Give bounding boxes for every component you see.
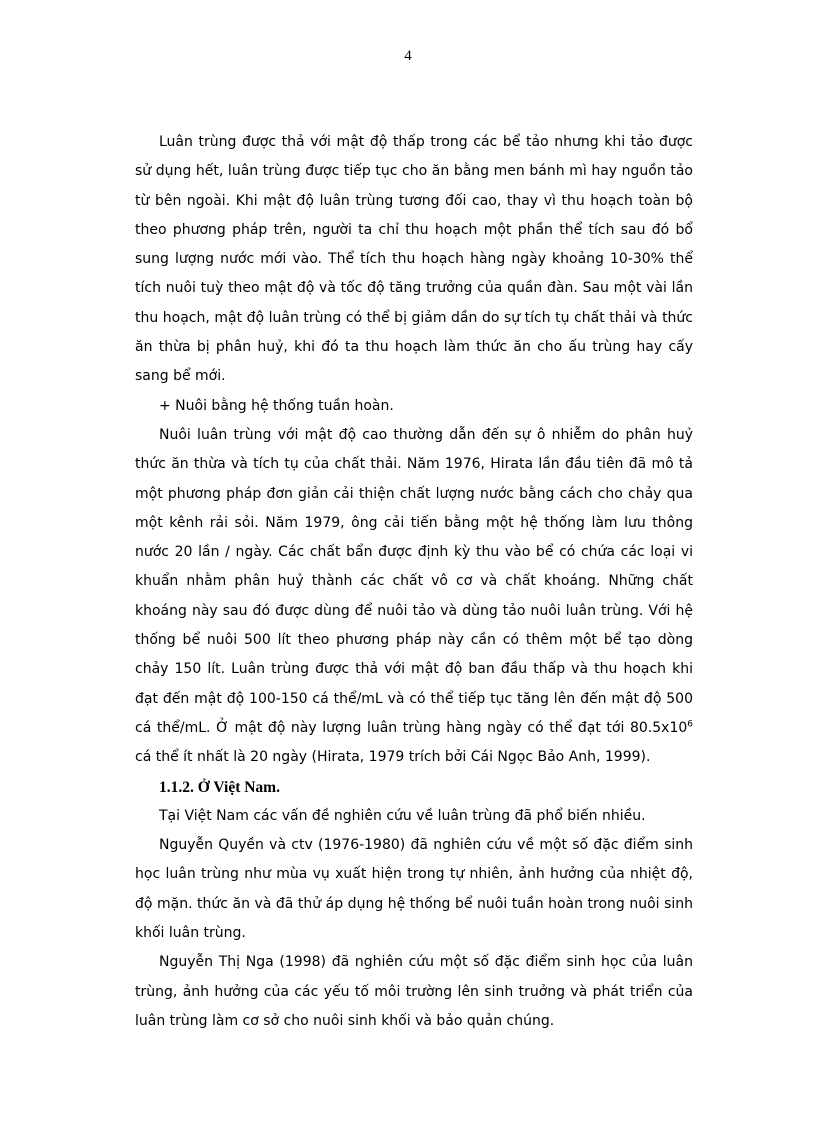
body-text (135, 128, 693, 1036)
paragraph-recirculation-title: + Nuôi bằng hệ thống tuần hoàn. (159, 397, 394, 414)
page-number: 4 (404, 48, 412, 64)
paragraph-batch-culture: Luân trùng được thả với mật độ thấp trong các bể tảo nhưng khi tảo được sử dụng hết, luân trùng được tiếp tục cho ăn bằng men bánh mì hay nguồn tảo từ bên ngoài. Khi mật độ luân trùng tương đối cao, thay vì thu hoạch toàn bộ theo phương pháp trên, người ta chỉ thu hoạch một phần thể tích sau đó bổ sung lượng nước mới vào. Thể tích thu hoạch hàng ngày khoảng 10-30% thể tích nuôi tuỳ theo mật độ và tốc độ tăng trưởng của quần đàn. Sau một vài lần thu hoạch, mật độ luân trùng có thể bị giảm dần do sự tích tụ chất thải và thức ăn thừa bị phân huỷ, khi đó ta thu hoạch làm thức ăn cho ấu trùng hay cấy sang bể mới. (135, 134, 693, 385)
paragraph-nguyen-thi-nga: Nguyễn Thị Nga (1998) đã nghiên cứu một số đặc điểm sinh học của luân trùng, ảnh hưởng của các yếu tố môi trường lên sinh truởng và phát triển của luân trùng làm cơ sở cho nuôi sinh khối và bảo quản chúng. (135, 954, 693, 1029)
paragraph-vietnam-intro: Tại Việt Nam các vấn đề nghiên cứu về luân trùng đã phổ biến nhiều. (159, 807, 646, 824)
paragraph-recirculation-text-end: cá thể ít nhất là 20 ngày (Hirata, 1979 trích bởi Cái Ngọc Bảo Anh, 1999). (135, 749, 651, 766)
paragraph-recirculation-text: Nuôi luân trùng với mật độ cao thường dẫn đến sự ô nhiễm do phân huỷ thức ăn thừa và tích tụ của chất thải. Năm 1976, Hirata lần đầu tiên đã mô tả một phương pháp đơn giản cải thiện chất lượng nước bằng cách cho chảy qua một kênh rải sỏi. Năm 1979, ông cải tiến bằng một hệ thống làm lưu thông nước 20 lần / ngày. Các chất bẩn được định kỳ thu vào bể có chứa các loại vi khuẩn nhằm phân huỷ thành các chất vô cơ và chất khoáng. Những chất khoáng này sau đó được dùng để nuôi tảo và dùng tảo nuôi luân trùng. Với hệ thống bể nuôi 500 lít theo phương pháp này cần có thêm một bể tạo dòng chảy 150 lít. Luân trùng được thả với mật độ ban đầu thấp và thu hoạch khi đạt đến mật độ 100-150 cá thể/mL và có thể tiếp tục tăng lên đến mật độ 500 cá thể/mL. Ở mật độ này lượng luân trùng hàng ngày có thể đạt tới 80.5x10 (135, 426, 693, 736)
paragraph-recirculation-system (135, 421, 693, 773)
exponent: 6 (687, 719, 693, 730)
section-heading: 1.1.2. Ở Việt Nam. (159, 778, 280, 796)
paragraph-nguyen-quyen: Nguyễn Quyền và ctv (1976-1980) đã nghiên cứu về một số đặc điểm sinh học luân trùng như mùa vụ xuất hiện trong tự nhiên, ảnh hưởng của nhiệt độ, độ mặn. thức ăn và đã thử áp dụng hệ thống bể nuôi tuần hoàn trong nuôi sinh khối luân trùng. (135, 837, 693, 942)
